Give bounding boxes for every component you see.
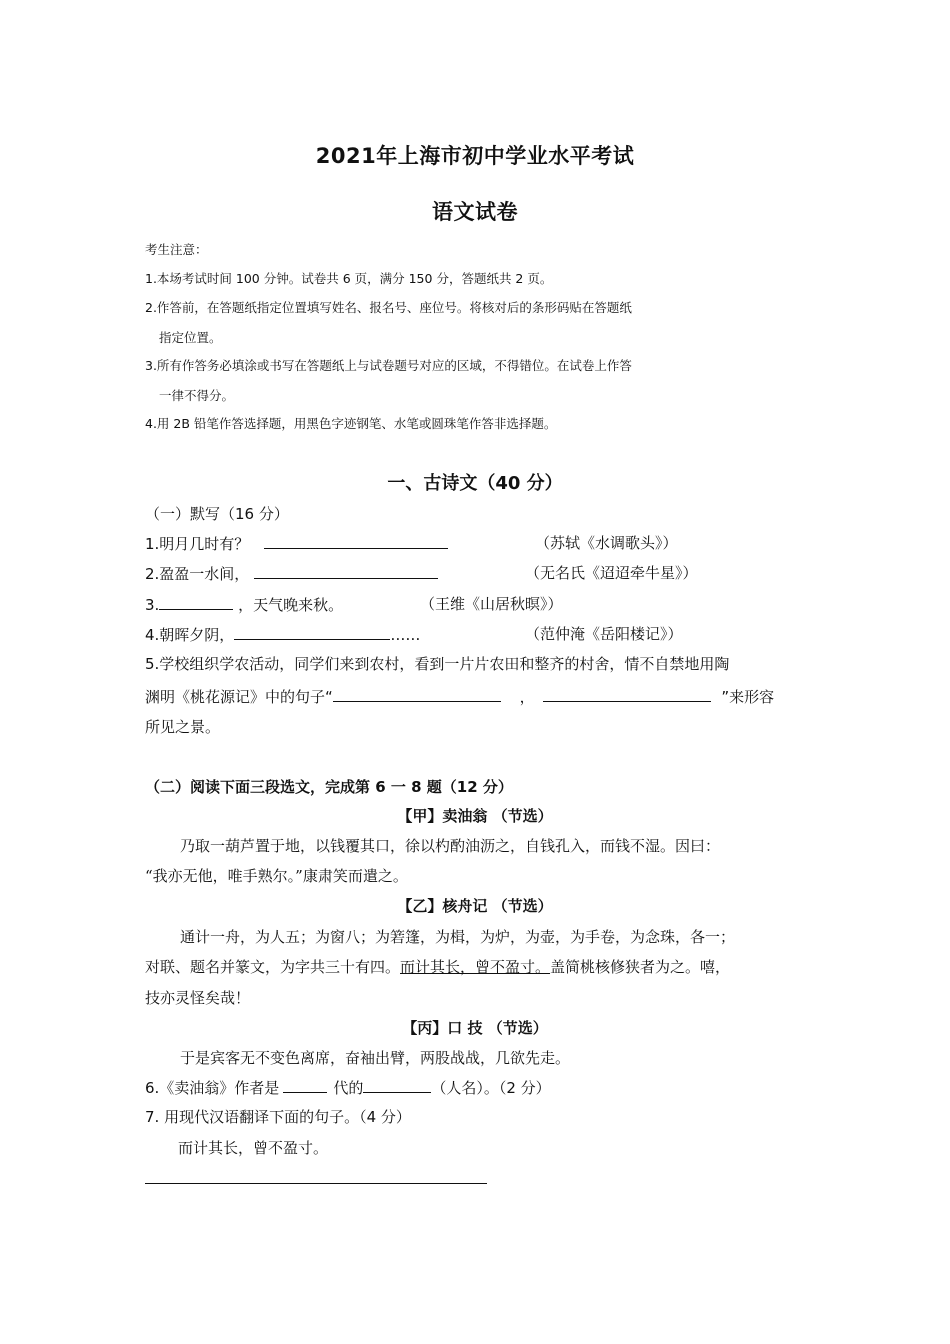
question-1 (145, 533, 448, 554)
question-5-line3: 所见之景。 (145, 718, 221, 736)
question-3 (145, 594, 343, 615)
notice-item-3: 3.所有作答务必填涂或书写在答题纸上与试卷题号对应的区域，不得错位。在试卷上作答 (145, 358, 632, 373)
yi-line-2-a: 对联、题名并篆文，为字共三十有四。 (145, 958, 401, 976)
yi-underlined-sentence: 而计其长，曾不盈寸。 (400, 958, 551, 976)
question-5-line1: 5.学校组织学农活动，同学们来到农村，看到一片片农田和整齐的村舍，情不自禁地用陶 (145, 655, 730, 673)
yi-title: 【乙】核舟记 （节选） (397, 897, 553, 915)
question-2-blank[interactable] (254, 563, 438, 579)
jia-line-1: 乃取一葫芦置于地，以钱覆其口，徐以杓酌油沥之，自钱孔入，而钱不湿。因曰： (180, 837, 721, 855)
question-3-prefix: 3. (145, 596, 160, 614)
question-4-text: 4.朝晖夕阴， (145, 626, 235, 644)
question-4-blank[interactable] (234, 624, 390, 640)
exam-subtitle: 语文试卷 (432, 200, 518, 224)
question-3-blank[interactable] (159, 594, 233, 610)
bing-line-1: 于是宾客无不变色离席，奋袖出臂，两股战战，几欲先走。 (180, 1049, 571, 1067)
answer-line[interactable] (145, 1183, 487, 1184)
part1-heading: 一、古诗文（40 分） (387, 473, 563, 494)
question-6-blank-1[interactable] (283, 1077, 327, 1093)
question-5-line2-a: 渊明《桃花源记》中的句子“ (145, 688, 333, 706)
notice-item-4: 4.用 2B 铅笔作答选择题，用黑色字迹钢笔、水笔或圆珠笔作答非选择题。 (145, 416, 557, 431)
question-3-text: ，天气晚来秋。 (238, 596, 344, 614)
notice-item-1: 1.本场考试时间 100 分钟。试卷共 6 页，满分 150 分，答题纸共 2 页。 (145, 271, 553, 286)
question-4-source: （范仲淹《岳阳楼记》） (525, 625, 683, 643)
question-5-blank-1[interactable] (333, 686, 501, 702)
sub1-heading: （一）默写（16 分） (145, 505, 289, 523)
question-6-c: （人名）。（2 分） (431, 1079, 551, 1097)
notice-item-2: 2.作答前，在答题纸指定位置填写姓名、报名号、座位号。将核对后的条形码贴在答题纸 (145, 300, 632, 315)
question-6-a: 6.《卖油翁》作者是 (145, 1079, 280, 1097)
question-4-ellipsis: …… (390, 626, 421, 644)
jia-line-2: “我亦无他，唯手熟尔。”康肃笑而遣之。 (145, 867, 408, 885)
question-6-b: 代的 (333, 1079, 364, 1097)
sub2-heading: （二）阅读下面三段选文，完成第 6 一 8 题（12 分） (145, 778, 513, 796)
question-2-text: 2.盈盈一水间， (145, 565, 250, 583)
jia-title: 【甲】卖油翁 （节选） (397, 807, 553, 825)
yi-line-2 (145, 957, 730, 977)
question-6-blank-2[interactable] (363, 1077, 431, 1093)
question-5-line2-c: ”来形容 (721, 688, 775, 706)
notice-item-3-cont: 一律不得分。 (159, 388, 235, 403)
question-3-source: （王维《山居秋暝》） (420, 595, 563, 613)
question-7-sentence: 而计其长，曾不盈寸。 (178, 1139, 329, 1157)
question-1-source: （苏轼《水调歌头》） (535, 534, 678, 552)
yi-line-3: 技亦灵怪矣哉！ (145, 989, 251, 1007)
question-2 (145, 563, 438, 584)
question-5-line2 (145, 686, 774, 707)
exam-title: 2021年上海市初中学业水平考试 (315, 144, 635, 168)
yi-line-2-b: 盖简桃核修狭者为之。嘻， (550, 958, 731, 976)
question-5-comma: ， (519, 688, 535, 706)
question-7: 7. 用现代汉语翻译下面的句子。（4 分） (145, 1108, 411, 1126)
question-2-source: （无名氏《迢迢牵牛星》） (525, 564, 698, 582)
question-1-text: 1.明月几时有？ (145, 535, 250, 553)
bing-title: 【丙】口 技 （节选） (402, 1019, 548, 1037)
question-4 (145, 624, 420, 645)
notice-heading: 考生注意： (145, 242, 208, 257)
notice-item-2-cont: 指定位置。 (159, 330, 222, 345)
question-1-blank[interactable] (264, 533, 448, 549)
question-6 (145, 1077, 551, 1098)
yi-line-1: 通计一舟，为人五；为窗八；为箬篷，为楫，为炉，为壶，为手卷，为念珠，各一； (180, 928, 736, 946)
question-5-blank-2[interactable] (543, 686, 711, 702)
